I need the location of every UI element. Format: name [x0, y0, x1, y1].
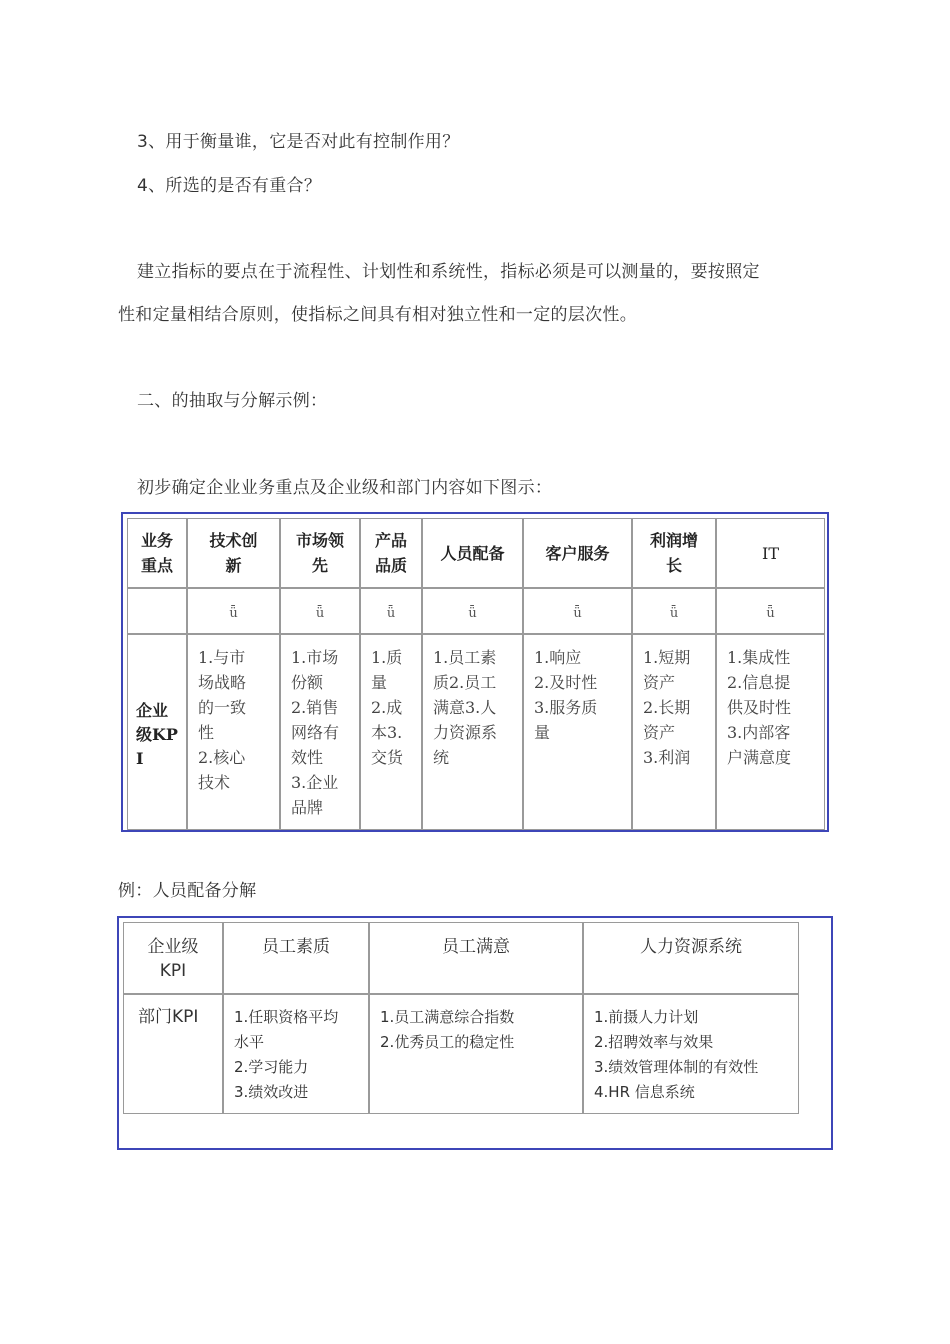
kpi-cell: 1.集成性 2.信息提 供及时性 3.内部客 户满意度	[716, 634, 825, 830]
down-arrow-icon: ǖ	[766, 605, 775, 621]
question-3: 3、用于衡量谁，它是否对此有控制作用？	[137, 132, 460, 152]
down-arrow-icon: ǖ	[315, 605, 325, 621]
kpi-cell: 1.任职资格平均 水平 2.学习能力 3.绩效改进	[223, 994, 369, 1114]
paragraph-line-2: 性和定量相结合原则，使指标之间具有相对独立性和一定的层次性。	[118, 305, 637, 325]
question-4: 4、所选的是否有重合？	[137, 176, 322, 196]
kpi-cell: 1.与市 场战略 的一致 性 2.核心 技术	[187, 634, 280, 830]
kpi-cell: 1.响应 2.及时性 3.服务质 量	[523, 634, 632, 830]
header-cell: 利润增长	[632, 518, 716, 588]
enterprise-kpi-table	[127, 518, 825, 830]
kpi-cell: 1.市场 份额 2.销售 网络有 效性 3.企业 品牌	[280, 634, 360, 830]
arrow-row	[127, 588, 825, 634]
header-cell: 企业级KPI	[123, 922, 223, 994]
section-heading: 二、的抽取与分解示例：	[137, 391, 328, 411]
paragraph-line-1: 建立指标的要点在于流程性、计划性和系统性，指标必须是可以测量的，要按照定	[137, 262, 760, 282]
kpi-cell: 1.员工满意综合指数 2.优秀员工的稳定性	[369, 994, 583, 1114]
header-cell: 员工满意	[369, 922, 583, 994]
table-header-row	[127, 518, 825, 588]
kpi-row	[127, 634, 825, 830]
kpi-cell: 1.质 量 2.成 本3. 交货	[360, 634, 422, 830]
table-header-row	[123, 922, 799, 994]
header-cell: IT	[716, 518, 825, 588]
down-arrow-icon: ǖ	[669, 605, 679, 621]
header-cell: 客户服务	[523, 518, 632, 588]
kpi-table-frame	[121, 512, 829, 832]
kpi-label: 企业级KPI	[127, 634, 187, 830]
staffing-breakdown-table	[123, 922, 799, 1114]
down-arrow-icon: ǖ	[229, 605, 238, 621]
header-cell: 市场领先	[280, 518, 360, 588]
header-cell: 业务重点	[127, 518, 187, 588]
empty-cell	[127, 588, 187, 634]
header-cell: 技术创新	[187, 518, 280, 588]
example-heading: 例：人员配备分解	[118, 881, 257, 901]
header-cell: 人力资源系统	[583, 922, 799, 994]
kpi-cell: 1.员工素 质2.员工 满意3.人 力资源系 统	[422, 634, 523, 830]
kpi-cell: 1.前摄人力计划 2.招聘效率与效果 3.绩效管理体制的有效性 4.HR 信息系统	[583, 994, 799, 1114]
header-cell: 人员配备	[422, 518, 523, 588]
table-intro: 初步确定企业业务重点及企业级和部门内容如下图示：	[137, 478, 553, 498]
down-arrow-icon: ǖ	[468, 605, 477, 621]
staffing-table-frame	[117, 916, 833, 1150]
row-label: 部门KPI	[123, 994, 223, 1114]
header-cell: 员工素质	[223, 922, 369, 994]
down-arrow-icon: ǖ	[386, 605, 396, 621]
department-kpi-row	[123, 994, 799, 1114]
header-cell: 产品品质	[360, 518, 422, 588]
down-arrow-icon: ǖ	[573, 605, 582, 621]
kpi-cell: 1.短期 资产 2.长期 资产 3.利润	[632, 634, 716, 830]
